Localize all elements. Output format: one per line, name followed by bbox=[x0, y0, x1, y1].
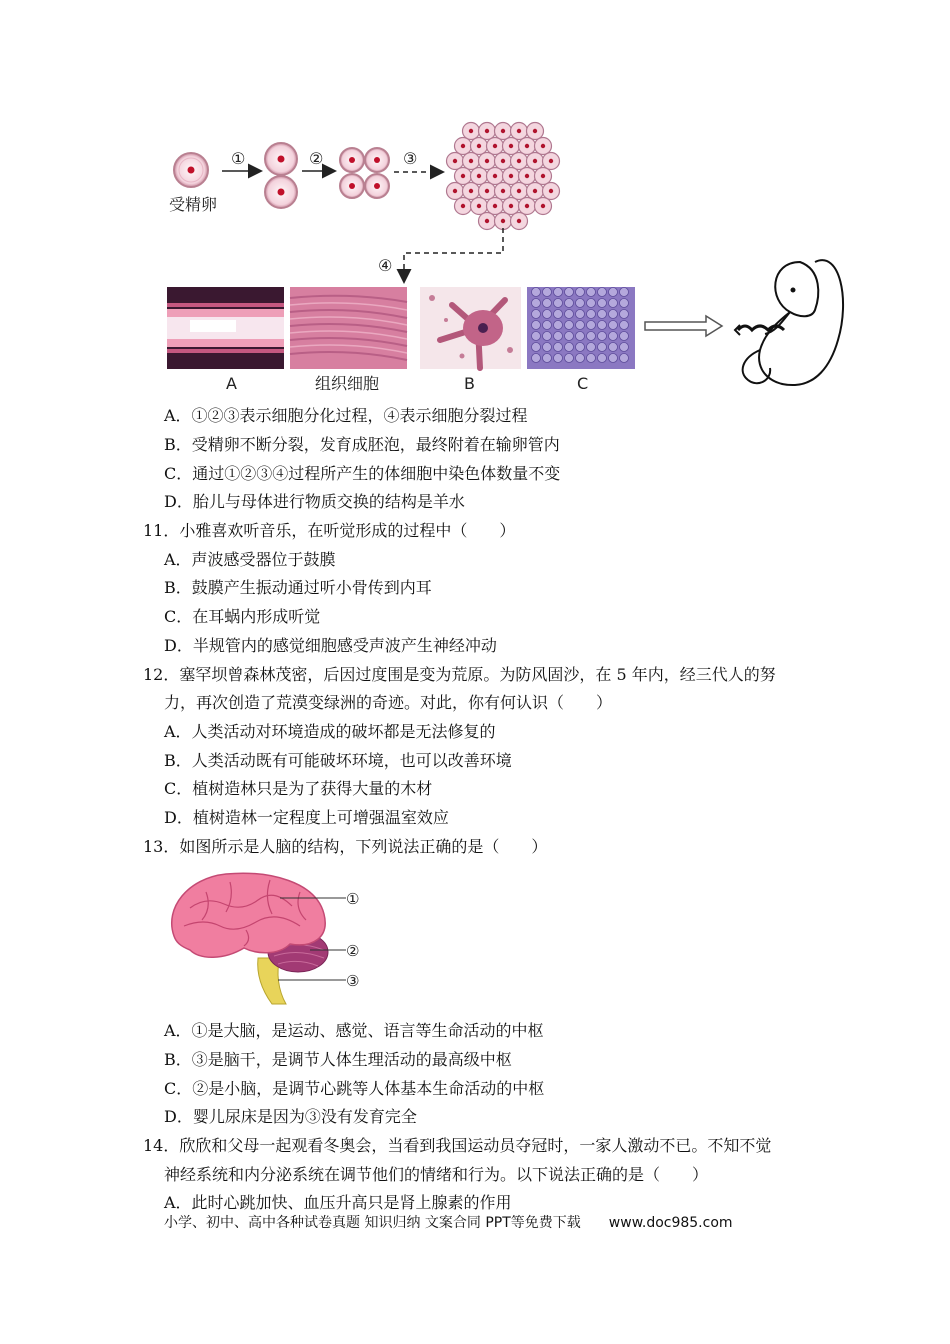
tissue-image-b bbox=[420, 287, 521, 369]
tissue-image-a bbox=[167, 287, 284, 369]
q11-stem: 11．小雅喜欢听音乐，在听觉形成的过程中（ ） bbox=[143, 521, 516, 540]
q12-option-b: B．人类活动既有可能破坏环境，也可以改善环境 bbox=[164, 751, 512, 770]
q10-option-c: C．通过①②③④过程所产生的体细胞中染色体数量不变 bbox=[164, 464, 561, 483]
q13-option-c: C．②是小脑，是调节心跳等人体基本生命活动的中枢 bbox=[164, 1079, 545, 1098]
page-footer bbox=[164, 1212, 733, 1232]
q12-option-a: A．人类活动对环境造成的破坏都是无法修复的 bbox=[164, 722, 496, 741]
egg-label: 受精卵 bbox=[169, 195, 218, 214]
hollow-arrow bbox=[645, 316, 722, 336]
q13-option-b: B．③是脑干，是调节人体生理活动的最高级中枢 bbox=[164, 1050, 512, 1069]
q14-option-a: A．此时心跳加快、血压升高只是肾上腺素的作用 bbox=[164, 1193, 512, 1212]
brain-label-3: ③ bbox=[346, 972, 360, 990]
q12-option-d: D．植树造林一定程度上可增强温室效应 bbox=[164, 808, 449, 827]
tissue-label-c: C bbox=[577, 374, 589, 393]
arrow-step-4 bbox=[404, 228, 503, 281]
two-cell-stage bbox=[265, 143, 297, 208]
q13-option-a: A．①是大脑，是运动、感觉、语言等生命活动的中枢 bbox=[164, 1021, 544, 1040]
q11-option-d: D．半规管内的感觉细胞感受声波产生神经冲动 bbox=[164, 636, 497, 655]
four-cell-stage bbox=[340, 148, 389, 198]
footer-text: 小学、初中、高中各种试卷真题 知识归纳 文案合同 PPT等免费下载 bbox=[164, 1215, 581, 1231]
step-1-label: ① bbox=[231, 149, 246, 168]
tissue-image-c bbox=[527, 287, 635, 369]
q10-option-b: B．受精卵不断分裂，发育成胚泡，最终附着在输卵管内 bbox=[164, 435, 560, 454]
q11-option-a: A．声波感受器位于鼓膜 bbox=[164, 550, 336, 569]
q14-stem-line2: 神经系统和内分泌系统在调节他们的情绪和行为。以下说法正确的是（ ） bbox=[164, 1165, 709, 1184]
footer-url[interactable]: www.doc985.com bbox=[608, 1215, 733, 1231]
q12-option-c: C．植树造林只是为了获得大量的木材 bbox=[164, 779, 433, 798]
q10-option-a: A．①②③表示细胞分化过程，④表示细胞分裂过程 bbox=[164, 406, 528, 425]
zygote-cell bbox=[174, 153, 208, 187]
q11-option-c: C．在耳蜗内形成听觉 bbox=[164, 607, 321, 626]
brain-label-1: ① bbox=[346, 890, 360, 908]
q12-stem-line1: 12．塞罕坝曾森林茂密，后因过度围是变为荒原。为防风固沙，在 5 年内，经三代人的努 bbox=[143, 665, 776, 684]
step-3-label: ③ bbox=[403, 149, 418, 168]
brain-label-2: ② bbox=[346, 942, 360, 960]
q13-option-d: D．婴儿尿床是因为③没有发育完全 bbox=[164, 1107, 417, 1126]
fetus-figure bbox=[735, 260, 843, 385]
cell-cluster bbox=[447, 123, 560, 230]
step-2-label: ② bbox=[309, 149, 324, 168]
brain-figure bbox=[160, 868, 380, 1008]
tissue-label-b: B bbox=[464, 374, 475, 393]
q14-stem-line1: 14．欣欣和父母一起观看冬奥会，当看到我国运动员夺冠时，一家人激动不已。不知不觉 bbox=[143, 1136, 772, 1155]
embryo-development-figure bbox=[0, 0, 950, 400]
tissue-label-middle: 组织细胞 bbox=[315, 374, 380, 393]
tissue-image-middle bbox=[290, 287, 407, 369]
q10-option-d: D．胎儿与母体进行物质交换的结构是羊水 bbox=[164, 492, 465, 511]
tissue-label-a: A bbox=[226, 374, 237, 393]
q11-option-b: B．鼓膜产生振动通过听小骨传到内耳 bbox=[164, 578, 432, 597]
step-4-label: ④ bbox=[378, 256, 393, 275]
q13-stem: 13．如图所示是人脑的结构，下列说法正确的是（ ） bbox=[143, 837, 548, 856]
q12-stem-line2: 力，再次创造了荒漠变绿洲的奇迹。对此，你有何认识（ ） bbox=[164, 693, 613, 712]
